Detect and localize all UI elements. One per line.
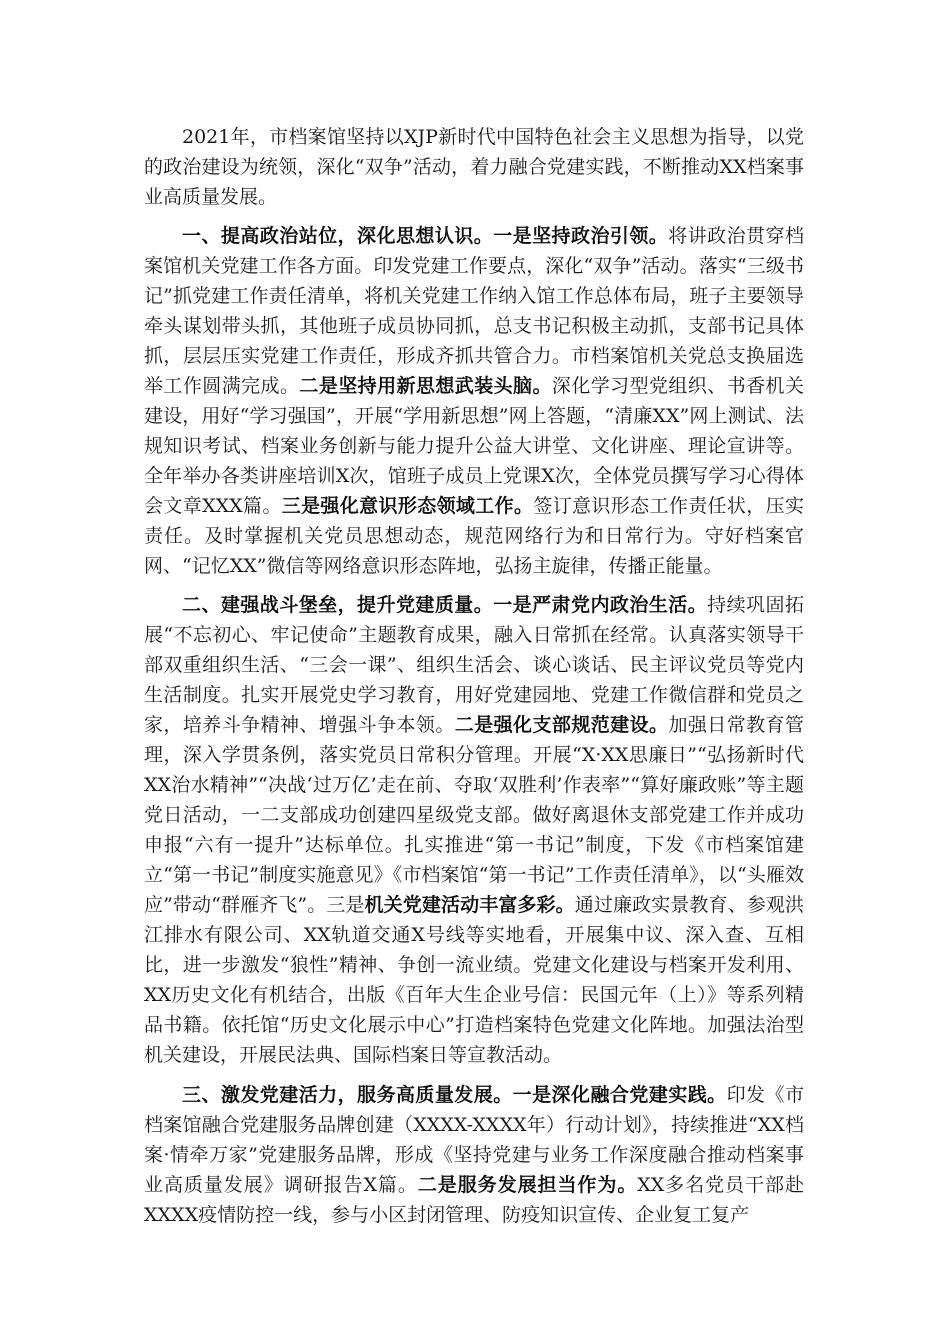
section-2-point-1-heading: 一是严肃党内政治生活。 [493,594,708,616]
section-1-point-2-heading: 二是坚持用新思想武装头脑。 [299,375,552,397]
paragraph-section-1 [144,221,804,581]
section-1-point-3-heading: 三是强化意识形态领域工作。 [281,495,534,517]
section-3-point-2-heading: 二是服务发展担当作为。 [417,1174,638,1196]
section-1-point-3-text: 签订意识形态工作责任状，压实责任。及时掌握机关党员思想动态，规范网络行为和日常行为。守好档案官网、“记忆XX”微信等网络意识形态阵地，弘扬主旋律，传播正能量。 [144,495,804,577]
document-body [144,122,804,1230]
section-1-heading: 一、提高政治站位，深化思想认识。 [182,225,494,247]
section-1-point-1-heading: 一是坚持政治引领。 [493,225,669,247]
section-2-point-2-heading: 二是强化支部规范建设。 [454,714,669,736]
section-2-point-2-text: 加强日常教育管理，深入学贯条例，落实党员日常积分管理。开展“X·XX思廉日”“弘扬新时代XX治水精神”“决战‘过万亿’走在前、夺取‘双胜利’作表率”“算好廉政账”等主题党日活动，一二支部成功创建四星级党支部。做好离退休支部党建工作并成功申报“六有一提升”达标单位。扎实推进“第一书记”制度，下发《市档案馆建立“第一书记”制度实施意见》《市档案馆“第一书记”工作责任清单》，以“头雁效应”带动“群雁齐飞”。三是 [144,714,804,916]
section-3-point-1-heading: 一是深化融合党建实践。 [512,1084,727,1106]
section-2-point-3-heading: 机关党建活动丰富多彩。 [364,894,575,916]
section-2-point-1-text: 持续巩固拓展“不忘初心、牢记使命”主题教育成果，融入日常抓在经常。认真落实领导干部双重组织生活、“三会一课”、组织生活会、谈心谈话、民主评议党员等党内生活制度。扎实开展党史学习教育，用好党建园地、党建工作微信群和党员之家，培养斗争精神、增强斗争本领。 [144,594,804,736]
intro-text: 2021年，市档案馆坚持以XJP新时代中国特色社会主义思想为指导，以党的政治建设为统领，深化“双争”活动，着力融合党建实践，不断推动XX档案事业高质量发展。 [144,126,804,208]
section-3-heading: 三、激发党建活力，服务高质量发展。 [182,1084,513,1106]
section-2-point-3-text: 通过廉政实景教育、参观洪江排水有限公司、XX轨道交通X号线等实地看，开展集中议、深入查、互相比，进一步激发“狼性”精神、争创一流业绩。党建文化建设与档案开发利用、XX历史文化有机结合，出版《百年大生企业号信：民国元年（上）》等系列精品书籍。依托馆“历史文化展示中心”打造档案特色党建文化阵地。加强法治型机关建设，开展民法典、国际档案日等宣教活动。 [144,894,804,1066]
paragraph-section-3 [144,1080,804,1230]
paragraph-section-2 [144,590,804,1070]
paragraph-intro [144,122,804,212]
section-3-point-1-text: 印发《市档案馆融合党建服务品牌创建（XXXX-XXXX年）行动计划》，持续推进“XX档案·情牵万家”党建服务品牌，形成《坚持党建与业务工作深度融合推动档案事业高质量发展》调研报告X篇。 [144,1084,804,1196]
section-1-point-2-text: 深化学习型党组织、书香机关建设，用好“学习强国”，开展“学用新思想”网上答题，“清廉XX”网上测试、法规知识考试、档案业务创新与能力提升公益大讲堂、文化讲座、理论宣讲等。全年举办各类讲座培训X次，馆班子成员上党课X次，全体党员撰写学习心得体会文章XXX篇。 [144,375,804,517]
section-1-point-1-text: 将讲政治贯穿档案馆机关党建工作各方面。印发党建工作要点，深化“双争”活动。落实“三级书记”抓党建工作责任清单，将机关党建工作纳入馆工作总体布局，班子主要领导牵头谋划带头抓，其他班子成员协同抓，总支书记积极主动抓，支部书记具体抓，层层压实党建工作责任，形成齐抓共管合力。市档案馆机关党总支换届选举工作圆满完成。 [144,225,804,397]
section-2-heading: 二、建强战斗堡垒，提升党建质量。 [182,594,494,616]
section-3-point-2-text: XX多名党员干部赴XXXX疫情防控一线，参与小区封闭管理、防疫知识宣传、企业复工复产 [144,1174,804,1226]
